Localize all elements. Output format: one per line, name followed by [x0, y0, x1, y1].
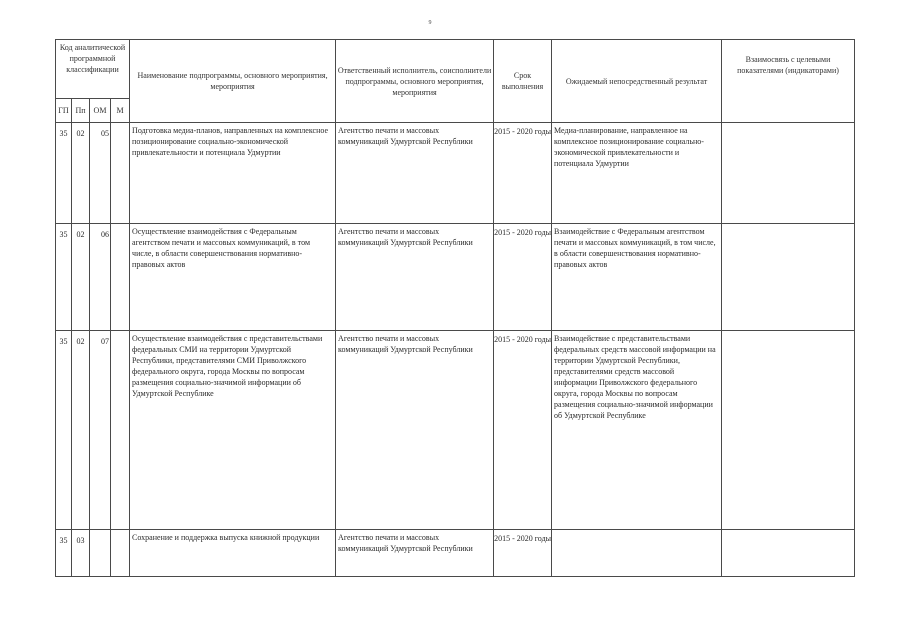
table-row — [56, 331, 855, 530]
gp-cell: 35 — [56, 530, 72, 577]
m-cell — [111, 224, 130, 331]
indicators-cell — [722, 123, 855, 224]
code-col-gp: ГП — [56, 99, 72, 123]
result-header: Ожидаемый непосредственный результат — [552, 40, 722, 123]
table-row — [56, 224, 855, 331]
page-number: 9 — [428, 20, 432, 26]
term-cell: 2015 - 2020 годы — [494, 224, 552, 331]
responsible-cell: Агентство печати и массовых коммуникаций Удмуртской Республики — [336, 224, 494, 331]
pp-cell: 03 — [72, 530, 90, 577]
result-cell: Медиа-планирование, направленное на комплексное позиционирование социально-экономической привлекательности и потенциала Удмуртии — [552, 123, 722, 224]
name-header: Наименование подпрограммы, основного мероприятия, мероприятия — [130, 40, 336, 123]
table-row — [56, 123, 855, 224]
name-cell: Осуществление взаимодействия с Федеральным агентством печати и массовых коммуникаций, в том числе, в области совершенствования нормативно-правовых актов — [130, 224, 336, 331]
term-cell: 2015 - 2020 годы — [494, 530, 552, 577]
responsible-cell: Агентство печати и массовых коммуникаций Удмуртской Республики — [336, 530, 494, 577]
program-activities-table — [55, 39, 855, 577]
m-cell — [111, 123, 130, 224]
code-col-pp: Пп — [72, 99, 90, 123]
header-row — [56, 40, 855, 99]
indicators-cell — [722, 530, 855, 577]
result-cell: Взаимодействие с Федеральным агентством печати и массовых коммуникаций, в том числе, в области совершенствования нормативно-правовых актов — [552, 224, 722, 331]
name-cell: Сохранение и поддержка выпуска книжной продукции — [130, 530, 336, 577]
name-cell: Подготовка медиа-планов, направленных на комплексное позиционирование социально-экономической привлекательности и потенциала Удмуртии — [130, 123, 336, 224]
m-cell — [111, 331, 130, 530]
gp-cell: 35 — [56, 331, 72, 530]
pp-cell: 02 — [72, 123, 90, 224]
indicators-header: Взаимосвязь с целевыми показателями (индикаторами) — [722, 40, 855, 123]
result-cell — [552, 530, 722, 577]
responsible-cell: Агентство печати и массовых коммуникаций Удмуртской Республики — [336, 331, 494, 530]
name-cell: Осуществление взаимодействия с представительствами федеральных СМИ на территории Удмуртской Республики, представителями СМИ Приволжского федерального округа, города Москвы по вопросам размещения социально-значимой информации об Удмуртской Республике — [130, 331, 336, 530]
term-cell: 2015 - 2020 годы — [494, 123, 552, 224]
code-group-header: Код аналитической программной классификации — [56, 40, 130, 99]
indicators-cell — [722, 331, 855, 530]
responsible-header: Ответственный исполнитель, соисполнители подпрограммы, основного мероприятия, мероприятия — [336, 40, 494, 123]
om-cell: 05 — [90, 123, 111, 224]
code-col-m: М — [111, 99, 130, 123]
om-cell: 07 — [90, 331, 111, 530]
result-cell: Взаимодействие с представительствами федеральных средств массовой информации на территории Удмуртской Республики, представителями средств массовой информации Приволжского федерального округа, города Москвы по вопросам размещения социально-значимой информации об Удмуртской Республике — [552, 331, 722, 530]
om-cell — [90, 530, 111, 577]
gp-cell: 35 — [56, 224, 72, 331]
table-row — [56, 530, 855, 577]
m-cell — [111, 530, 130, 577]
pp-cell: 02 — [72, 224, 90, 331]
term-cell: 2015 - 2020 годы — [494, 331, 552, 530]
term-header: Срок выполнения — [494, 40, 552, 123]
indicators-cell — [722, 224, 855, 331]
pp-cell: 02 — [72, 331, 90, 530]
responsible-cell: Агентство печати и массовых коммуникаций Удмуртской Республики — [336, 123, 494, 224]
om-cell: 06 — [90, 224, 111, 331]
gp-cell: 35 — [56, 123, 72, 224]
code-col-om: ОМ — [90, 99, 111, 123]
